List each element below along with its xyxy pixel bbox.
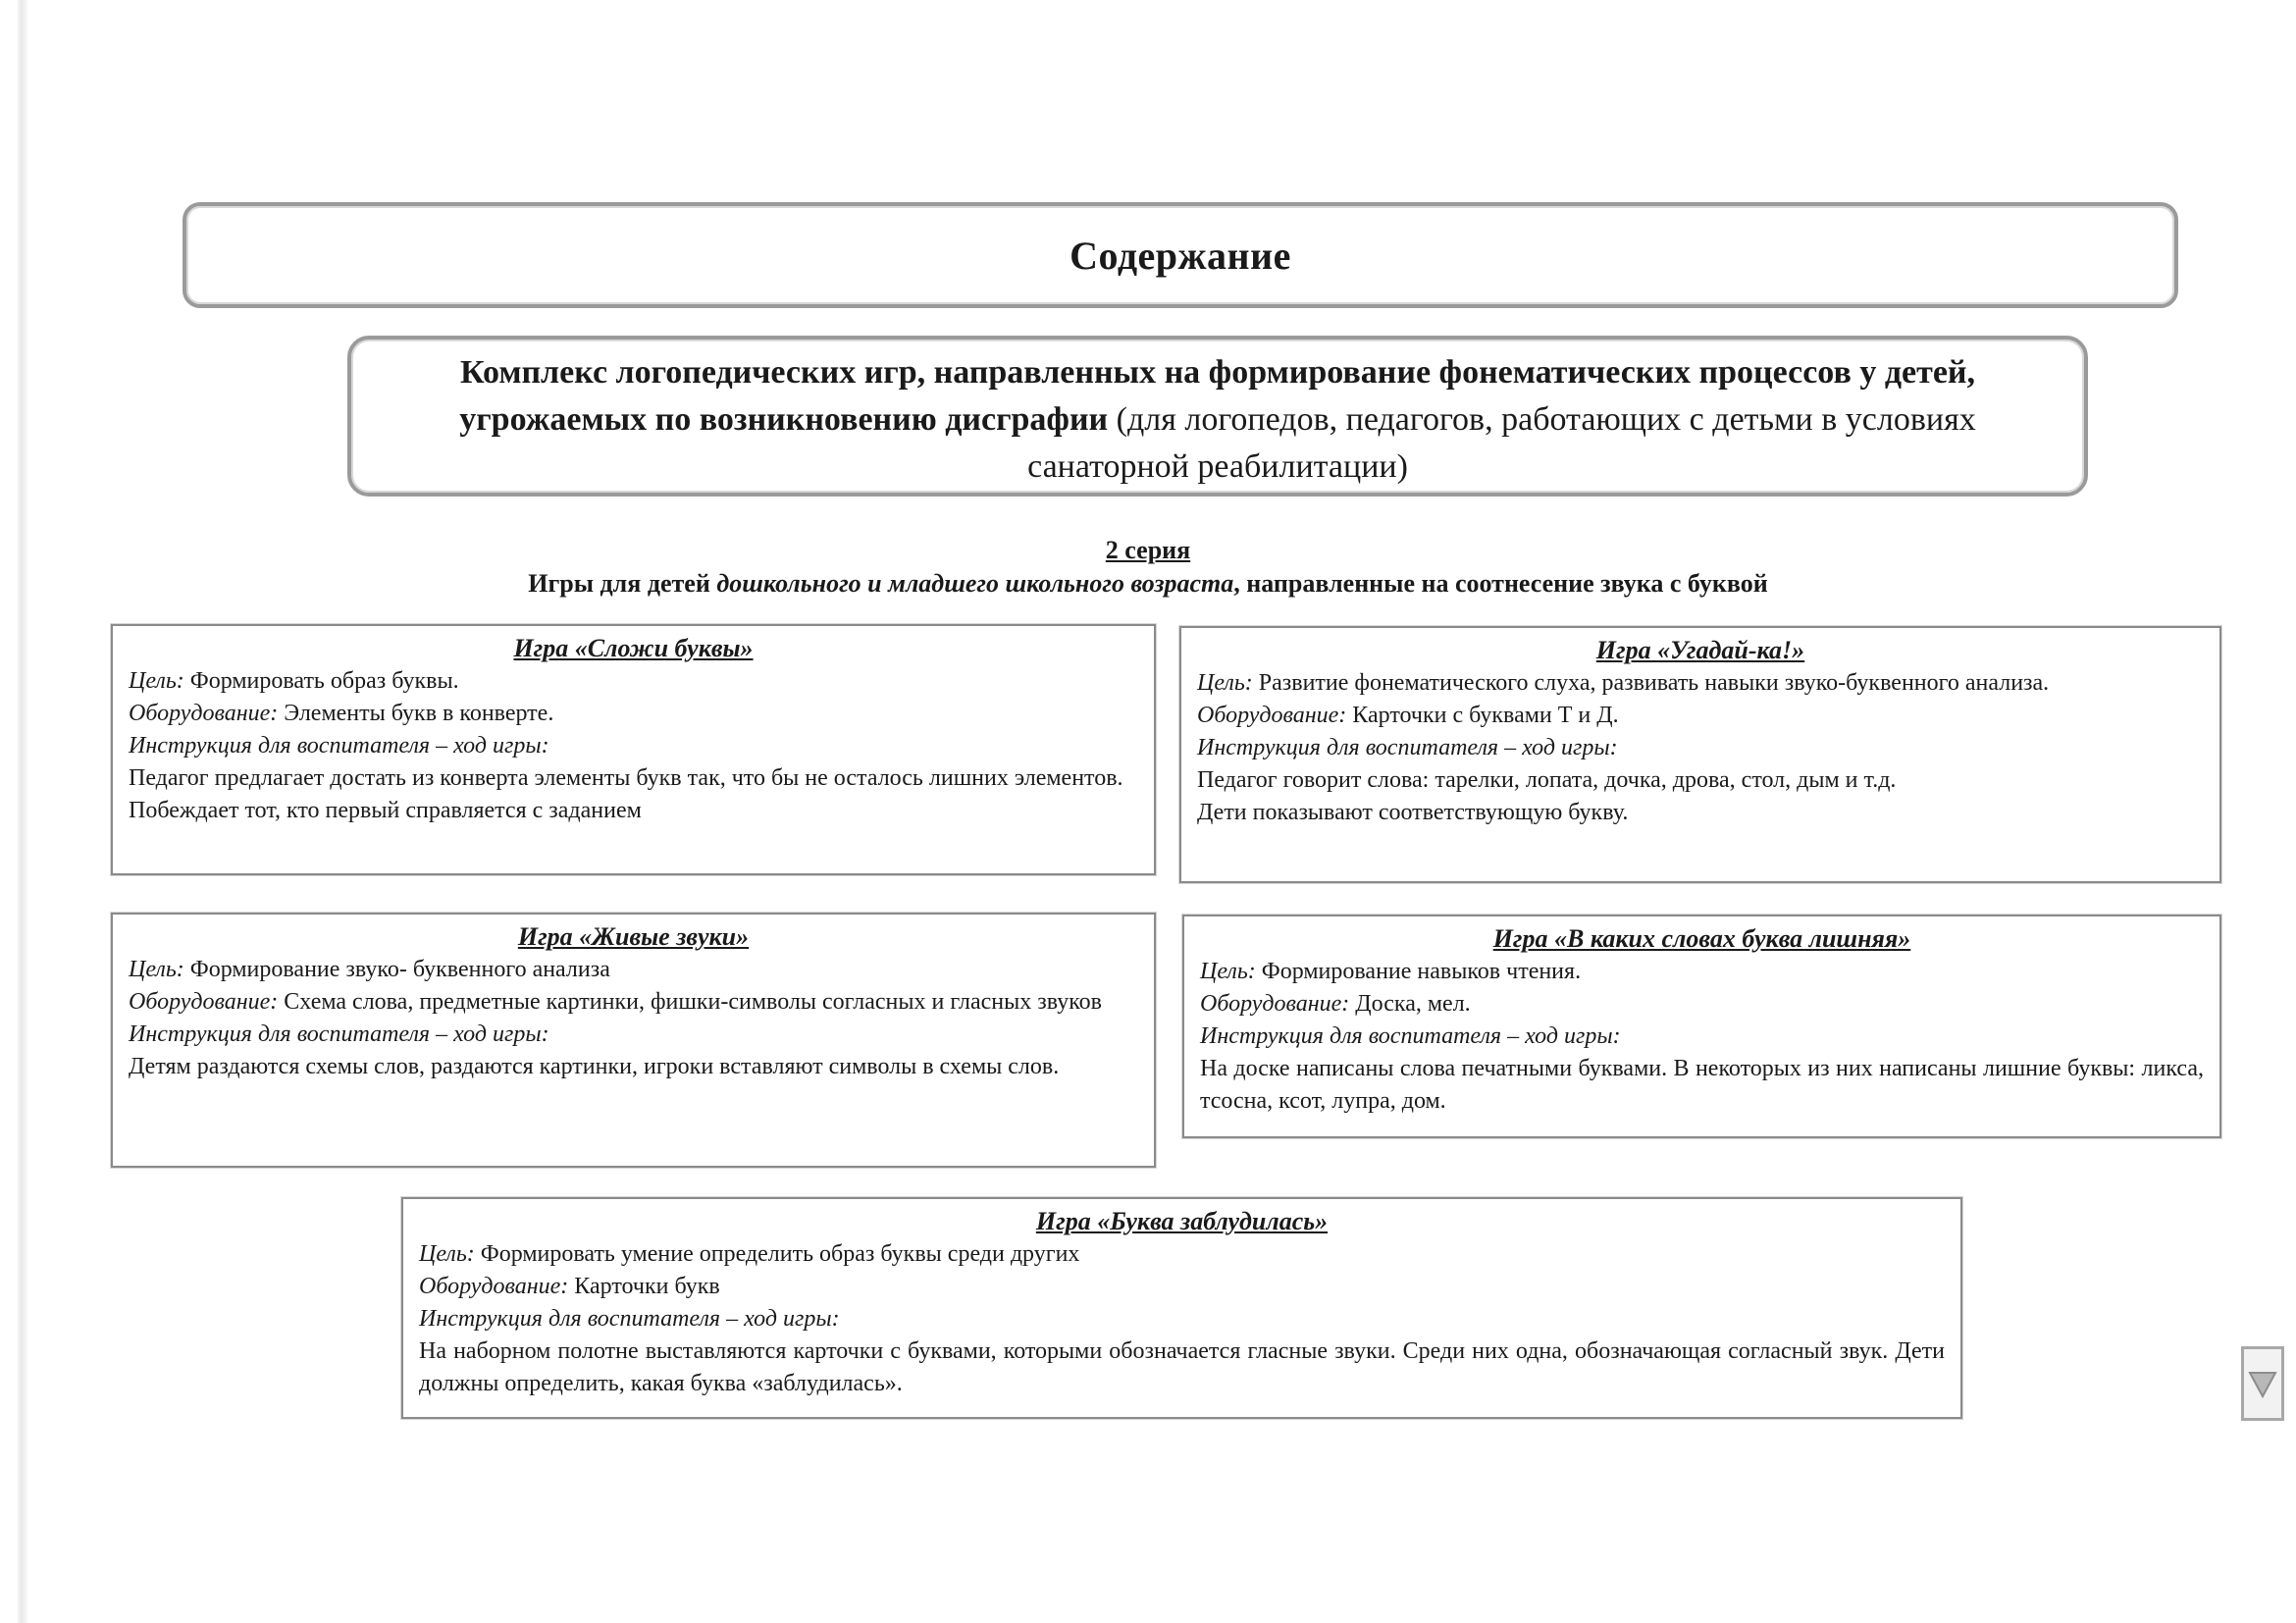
game-equipment	[129, 698, 1138, 730]
game-goal	[419, 1238, 1945, 1271]
game-card	[1179, 626, 2221, 883]
game-goal	[129, 954, 1138, 986]
equipment-label: Оборудование:	[1197, 703, 1347, 728]
instruction-label: Инструкция для воспитателя – ход игры:	[129, 1021, 549, 1047]
title-box	[183, 202, 2178, 308]
game-equipment	[1200, 988, 2204, 1021]
game-card	[401, 1197, 1962, 1419]
scan-edge	[18, 0, 27, 1623]
equipment-text: Доска, мел.	[1355, 991, 1471, 1017]
goal-text: Формировать образ буквы.	[189, 668, 459, 694]
series-number: 2 серия	[1105, 536, 1191, 564]
subtitle-bold: Комплекс логопедических игр, направленных на формирование фонематических процессов у детей, угрожаемых по возникновению дисграфии	[459, 354, 1975, 438]
instruction-label: Инструкция для воспитателя – ход игры:	[1197, 735, 1618, 760]
instruction-line: Педагог предлагает достать из конверта элементы букв так, что бы не осталось лишних элементов.	[129, 765, 1123, 791]
goal-label: Цель:	[419, 1241, 475, 1267]
equipment-label: Оборудование:	[129, 701, 279, 726]
goal-label: Цель:	[1197, 670, 1253, 696]
triangle-down-icon	[2248, 1367, 2277, 1400]
instruction-line: Побеждает тот, кто первый справляется с заданием	[129, 798, 642, 823]
game-title: Игра «Сложи буквы»	[513, 634, 754, 662]
series-description	[0, 569, 2296, 599]
instruction-line: Дети показывают соответствующую букву.	[1197, 800, 1629, 825]
game-card	[111, 913, 1156, 1168]
equipment-label: Оборудование:	[419, 1274, 569, 1299]
game-equipment	[419, 1271, 1945, 1303]
instruction-label: Инструкция для воспитателя – ход игры:	[1200, 1023, 1621, 1049]
game-title: Игра «Угадай-ка!»	[1595, 636, 1805, 664]
equipment-label: Оборудование:	[129, 989, 279, 1015]
instruction-line: Детям раздаются схемы слов, раздаются картинки, игроки вставляют символы в схемы слов.	[129, 1054, 1060, 1079]
game-title: Игра «Буква заблудилась»	[1035, 1207, 1329, 1235]
equipment-text: Элементы букв в конверте.	[284, 701, 554, 726]
equipment-label: Оборудование:	[1200, 991, 1350, 1017]
goal-label: Цель:	[129, 668, 184, 694]
game-equipment	[1197, 700, 2204, 732]
game-equipment	[129, 986, 1138, 1019]
game-goal	[1197, 667, 2204, 700]
game-title: Игра «Живые звуки»	[517, 922, 750, 951]
instruction-line: Педагог говорит слова: тарелки, лопата, дочка, дрова, стол, дым и т.д.	[1197, 767, 1897, 793]
series-desc-italic: дошкольного и младшего школьного возраста	[716, 569, 1234, 598]
page-title: Содержание	[1070, 233, 1291, 278]
goal-text: Формирование звуко- буквенного анализа	[189, 957, 610, 982]
game-goal	[1200, 956, 2204, 988]
instruction-label: Инструкция для воспитателя – ход игры:	[419, 1306, 840, 1332]
game-card	[111, 624, 1156, 875]
goal-label: Цель:	[129, 957, 184, 982]
instruction-line: На наборном полотне выставляются карточки с буквами, которыми обозначается гласные звуки. Среди них одна, обозначающая согласный звук. Дети должны определить, какая буква «заблудилась».	[419, 1338, 1945, 1396]
equipment-text: Карточки с буквами Т и Д.	[1352, 703, 1619, 728]
equipment-text: Схема слова, предметные картинки, фишки-символы согласных и гласных звуков	[284, 989, 1103, 1015]
equipment-text: Карточки букв	[574, 1274, 720, 1299]
game-title: Игра «В каких словах буква лишняя»	[1492, 924, 1911, 953]
instruction-line: На доске написаны слова печатными буквами. В некоторых из них написаны лишние буквы: ликса, тсосна, ксот, лупра, дом.	[1200, 1056, 2204, 1114]
goal-label: Цель:	[1200, 959, 1256, 984]
goal-text: Развитие фонематического слуха, развивать навыки звуко-буквенного анализа.	[1258, 670, 2050, 696]
goal-text: Формирование навыков чтения.	[1261, 959, 1582, 984]
instruction-label: Инструкция для воспитателя – ход игры:	[129, 733, 549, 759]
goal-text: Формировать умение определить образ буквы среди других	[480, 1241, 1080, 1267]
next-page-button[interactable]	[2241, 1346, 2284, 1421]
game-goal	[129, 665, 1138, 698]
subtitle-box	[347, 336, 2088, 497]
subtitle-normal: (для логопедов, педагогов, работающих с детьми в условиях санаторной реабилитации)	[1027, 401, 1976, 485]
game-card	[1182, 915, 2221, 1138]
series-desc-start: Игры для детей	[528, 569, 717, 598]
series-desc-end: , направленные на соотнесение звука с буквой	[1233, 569, 1768, 598]
